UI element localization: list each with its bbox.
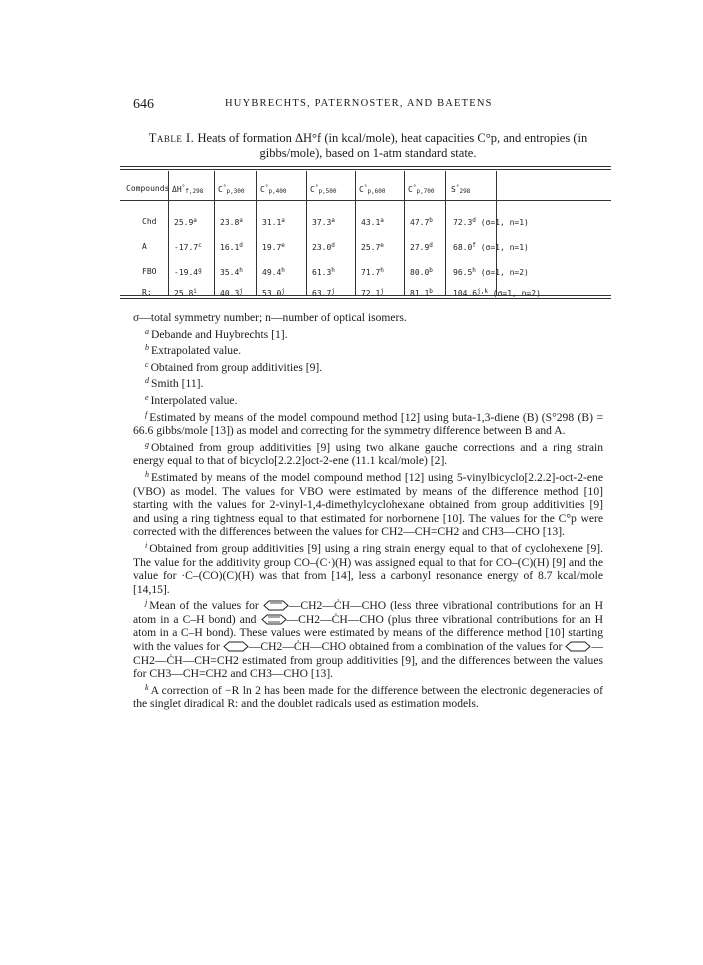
table-value-cell: 16.1$^d$: [220, 242, 243, 252]
table-value-cell: 96.5$^h$ (σ=1, n=2): [453, 267, 529, 277]
table-value-cell: 72.1$^j$: [361, 288, 384, 298]
table-bottom-rule-2: [120, 298, 611, 299]
table-header-cell: $C^\circ_{p,400}$: [260, 184, 287, 195]
table-value-cell: 23.0$^d$: [312, 242, 335, 252]
footnote-a: $^a$ Debande and Huybrechts [1].: [145, 326, 288, 341]
table-caption: [133, 131, 603, 161]
footnote-i: $^i$ Obtained from group additivities [9] using a ring strain energy equal to that of cyclohexene [9]. The value for the additivity group CO–(C·)(H) was assigned equal to that for CO–(C)(H) [9] and the value for ·C–(CO)(C)(H) was that from [14], less a carbonyl resonance energy of 8.7 kcal/mole [14,15].: [133, 540, 603, 596]
table-value-cell: 37.3$^a$: [312, 217, 335, 227]
table-value-cell: 25.8$^i$: [174, 288, 197, 298]
table-value-cell: 72.3$^d$ (σ=1, n=1): [453, 217, 529, 227]
page-number: 646: [133, 97, 154, 112]
table-value-cell: 68.0$^f$ (σ=1, n=1): [453, 242, 529, 252]
table-value-cell: 35.4$^h$: [220, 267, 243, 277]
table-header-cell: Compounds: [126, 184, 170, 193]
running-title: HUYBRECHTS, PATERNOSTER, AND BAETENS: [225, 98, 493, 109]
thermo-data-table: [120, 171, 611, 298]
table-value-cell: -19.4$^g$: [174, 267, 202, 277]
table-value-cell: 80.0$^b$: [410, 267, 433, 277]
table-header-cell: $\Delta H^\circ_{f,298}$: [172, 184, 204, 195]
table-value-cell: 31.1$^a$: [262, 217, 285, 227]
cyclohexane-ring-icon: [223, 641, 249, 652]
table-compound-cell: FBO: [142, 267, 157, 276]
table-value-cell: 49.4$^h$: [262, 267, 285, 277]
footnote-f: $^f$ Estimated by means of the model compound method [12] using buta-1,3-diene (B) (S°298 (B) = 66.6 gibbs/mole [13]) as model and correcting for the symmetry difference between B and A.: [133, 409, 603, 438]
footnote-e: $^e$ Interpolated value.: [145, 392, 238, 407]
table-top-rule-2: [120, 169, 611, 170]
table-value-cell: 81.1$^b$: [410, 288, 433, 298]
table-value-cell: 19.7e: [262, 242, 285, 252]
table-compound-cell: R:: [142, 288, 152, 297]
table-value-cell: 25.7e: [361, 242, 384, 252]
table-value-cell: 63.7$^j$: [312, 288, 335, 298]
table-label: Table I.: [148, 131, 195, 145]
table-value-cell: 43.1$^a$: [361, 217, 384, 227]
footnote-sigma: σ—total symmetry number; n—number of optical isomers.: [133, 311, 407, 324]
footnote-d: $^d$ Smith [11].: [145, 376, 204, 391]
table-value-cell: 23.8$^a$: [220, 217, 243, 227]
footnote-j: $^j$ Mean of the values for —CH2—ĊH—CHO (less three vibrational contributions for an H atom in a C–H bond) and —CH2—ĊH—CHO (plus three vibrational contributions for an H atom in a C–H bond). These values were estimated by means of the difference method [10] starting with the values for —CH2—ĊH—CHO obtained from a combination of the values for —CH2—ĊH—CH=CH2 estimated from group additivities [9], and the differences between the values for CH3—CH=CH2 and CH3—CHO [13].: [133, 598, 603, 681]
table-value-cell: 71.7$^h$: [361, 267, 384, 277]
table-top-rule: [120, 166, 611, 167]
table-header-cell: $S^\circ_{298}$: [451, 184, 471, 195]
table-value-cell: 53.0$^j$: [262, 288, 285, 298]
table-header-cell: $C^\circ_{p,300}$: [218, 184, 245, 195]
table-value-cell: -17.7$^c$: [174, 242, 202, 252]
cyclohexadiene-ring-icon: [261, 614, 287, 625]
page-header: [133, 97, 603, 113]
cyclohexene-ring-icon: [263, 600, 289, 611]
table-footnotes: [133, 311, 603, 711]
table-value-cell: 61.3$^h$: [312, 267, 335, 277]
table-header-cell: $C^\circ_{p,700}$: [408, 184, 435, 195]
footnote-g: $^g$ Obtained from group additivities [9] using two alkane gauche corrections and a ring strain energy equal to that of bicyclo[2.2.2]oct-2-ene (11.1 kcal/mole) [2].: [133, 439, 603, 468]
footnote-h: $^h$ Estimated by means of the model compound method [12] using 5-vinylbicyclo[2.2.2]-oct-2-ene (VBO) as model. The values for VBO were estimated by means of the difference method [10] starting with the values for 2-vinyl-1,4-dimethylcyclohexane obtained from group additivities [9] and using a ring tightness equal to that estimated for norbornene [10]. The values for the C°p were corrected with the differences between the values for CH2—CH=CH2 and CH3—CHO [13].: [133, 469, 603, 539]
footnote-k: $^k$ A correction of −R ln 2 has been made for the difference between the electronic degeneracies of the singlet diradical R: and the doublet radicals used as estimation models.: [133, 682, 603, 711]
table-header-cell: $C^\circ_{p,600}$: [359, 184, 386, 195]
footnote-c: $^c$ Obtained from group additivities [9].: [145, 359, 323, 374]
table-value-cell: 27.9$^d$: [410, 242, 433, 252]
table-compound-cell: Chd: [142, 217, 157, 226]
table-caption-text: Heats of formation ΔH°f (in kcal/mole), heat capacities C°p, and entropies (in gibbs/mole), based on 1-atm standard state.: [197, 131, 588, 160]
table-value-cell: 47.7$^b$: [410, 217, 433, 227]
cyclohexane-ring-icon: [565, 641, 591, 652]
table-value-cell: 40.3$^j$: [220, 288, 243, 298]
footnote-b: $^b$ Extrapolated value.: [145, 343, 242, 358]
table-compound-cell: A: [142, 242, 147, 251]
table-value-cell: 25.9$^a$: [174, 217, 197, 227]
table-header-cell: $C^\circ_{p,500}$: [310, 184, 337, 195]
table-value-cell: 104.6$^{j,k}$ (σ=1, n=2): [453, 288, 541, 298]
